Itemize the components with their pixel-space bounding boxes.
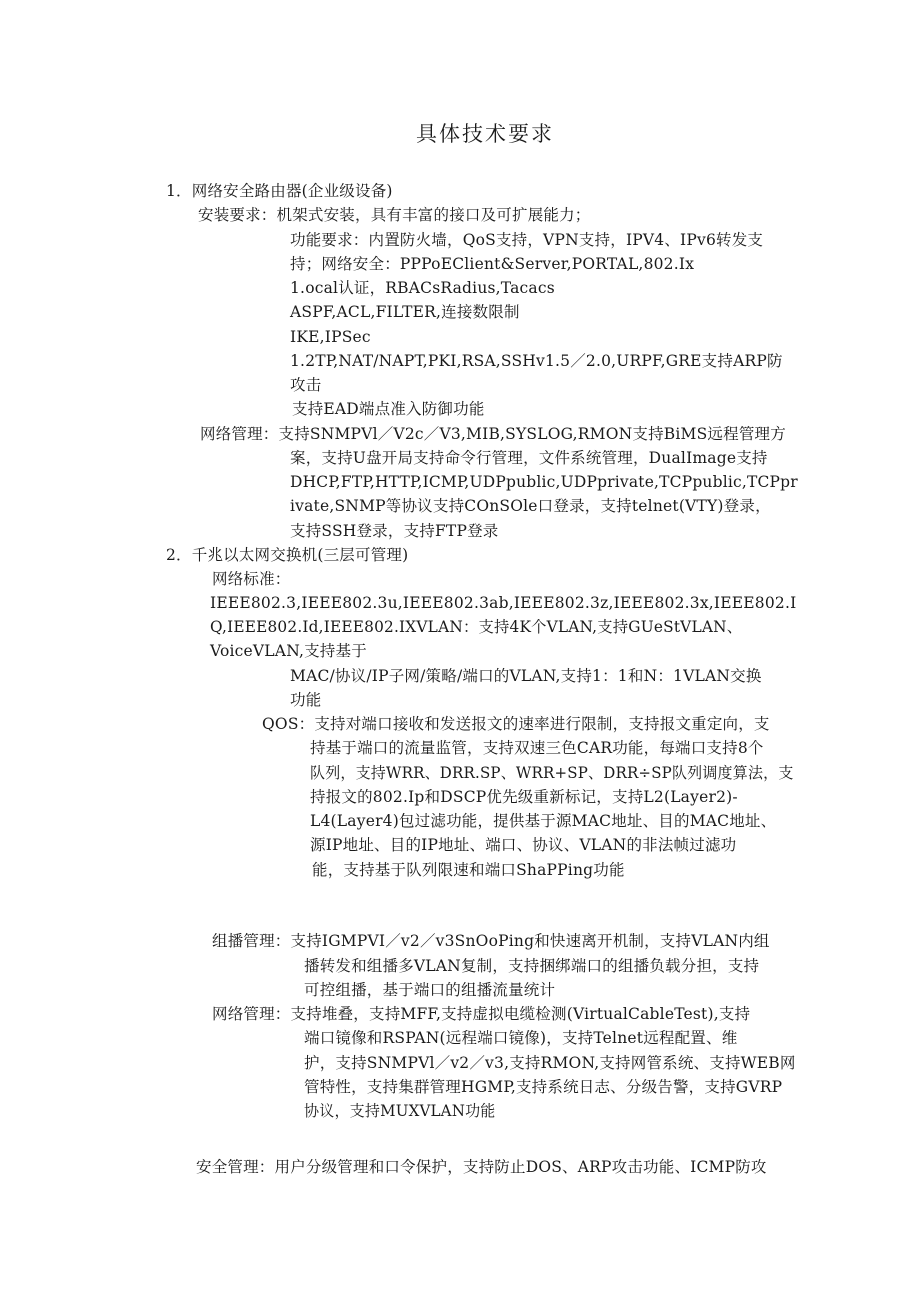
text-line: DHCP,FTP,HTTP,ICMP,UDPpublic,UDPprivate,TCPpublic,TCPpr bbox=[290, 473, 798, 491]
text-line: 网络管理：支持SNMPVl／V2c／V3,MIB,SYSLOG,RMON支持BiMS远程管理方 bbox=[200, 425, 786, 443]
text-line: QOS：支持对端口接收和发送报文的速率进行限制，支持报文重定向，支 bbox=[262, 715, 770, 733]
text-line: 1.ocal认证，RBACsRadius,Tacacs bbox=[290, 279, 555, 297]
page-title: 具体技术要求 bbox=[416, 122, 554, 146]
text-line: 功能要求：内置防火墙，QoS支持，VPN支持，IPV4、IPv6转发支 bbox=[290, 231, 764, 249]
text-line: 管特性，支持集群管理HGMP,支持系统日志、分级告警，支持GVRP bbox=[304, 1078, 783, 1096]
text-line: 安全管理：用户分级管理和口令保护，支持防止DOS、ARP攻击功能、ICMP防攻 bbox=[196, 1158, 767, 1176]
text-line: IKE,IPSec bbox=[290, 328, 371, 346]
text-line: 网络标准： bbox=[212, 570, 291, 588]
text-line: 可控组播，基于端口的组播流量统计 bbox=[304, 981, 556, 999]
text-line: 端口镜像和RSPAN(远程端口镜像)，支持Telnet远程配置、维 bbox=[304, 1029, 738, 1047]
text-line: IEEE802.3,IEEE802.3u,IEEE802.3ab,IEEE802.3z,IEEE802.3x,IEEE802.I bbox=[210, 594, 797, 612]
text-line: 队列，支持WRR、DRR.SP、WRR+SP、DRR÷SP队列调度算法，支 bbox=[310, 764, 794, 782]
text-line: 护，支持SNMPVl／v2／v3,支持RMON,支持网管系统、支持WEB网 bbox=[304, 1054, 796, 1072]
text-line: 能，支持基于队列限速和端口ShaPPing功能 bbox=[312, 861, 625, 879]
text-line: 案，支持U盘开局支持命令行管理，文件系统管理，DualImage支持 bbox=[290, 449, 768, 467]
text-line: Q,IEEE802.Id,IEEE802.IXVLAN：支持4K个VLAN,支持GUeStVLAN、 bbox=[210, 618, 743, 636]
text-line: 网络管理：支持堆叠，支持MFF,支持虚拟电缆检测(VirtualCableTest),支持 bbox=[212, 1005, 751, 1023]
text-line: 功能 bbox=[290, 691, 322, 709]
text-line: 持基于端口的流量监管，支持双速三色CAR功能，每端口支持8个 bbox=[310, 739, 764, 757]
text-line: ASPF,ACL,FILTER,连接数限制 bbox=[290, 303, 520, 321]
text-line: MAC/协议/IP子网/策略/端口的VLAN,支持1：1和N：1VLAN交换 bbox=[290, 667, 762, 685]
text-line: VoiceVLAN,支持基于 bbox=[210, 642, 367, 660]
text-line: 1.2TP,NAT/NAPT,PKI,RSA,SSHv1.5／2.0,URPF,GRE支持ARP防 bbox=[290, 352, 783, 370]
text-line: 组播管理：支持IGMPVI／v2／v3SnOoPing和快速离开机制，支持VLAN内组 bbox=[212, 932, 770, 950]
text-line: 持；网络安全：PPPoEClient&Server,PORTAL,802.Ix bbox=[290, 255, 695, 273]
text-line: 安装要求：机架式安装，具有丰富的接口及可扩展能力； bbox=[198, 206, 591, 224]
text-line: 攻击 bbox=[290, 376, 322, 394]
text-line: ivate,SNMP等协议支持COnSOle口登录，支持telnet(VTY)登录， bbox=[290, 497, 771, 515]
text-line: 支持EAD端点准入防御功能 bbox=[292, 400, 485, 418]
section-heading-router: 1．网络安全路由器(企业级设备) bbox=[166, 182, 393, 200]
section-heading-switch: 2．千兆以太网交换机(三层可管理) bbox=[166, 546, 409, 564]
text-line: L4(Layer4)包过滤功能，提供基于源MAC地址、目的MAC地址、 bbox=[310, 812, 777, 830]
text-line: 源IP地址、目的IP地址、端口、协议、VLAN的非法帧过滤功 bbox=[310, 836, 737, 854]
text-line: 协议，支持MUXVLAN功能 bbox=[304, 1102, 496, 1120]
text-line: 播转发和组播多VLAN复制，支持捆绑端口的组播负载分担，支持 bbox=[304, 957, 760, 975]
text-line: 支持SSH登录，支持FTP登录 bbox=[290, 522, 499, 540]
text-line: 持报文的802.Ip和DSCP优先级重新标记，支持L2(Layer2)- bbox=[310, 788, 738, 806]
